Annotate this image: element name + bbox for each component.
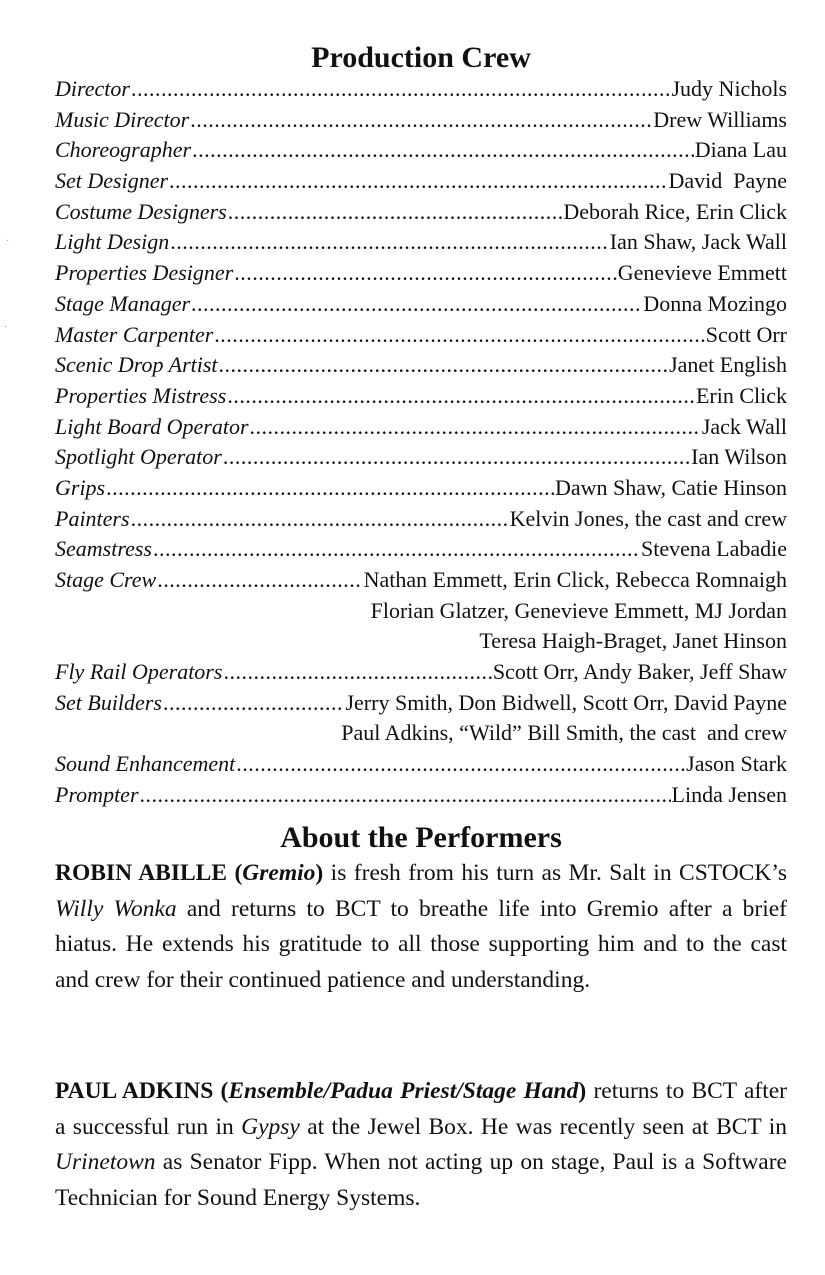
performer-role: Gremio — [242, 860, 316, 886]
show-title: Urinetown — [55, 1149, 156, 1176]
crew-row-master-carpenter — [55, 320, 787, 351]
show-title: Gypsy — [241, 1113, 300, 1140]
crew-role: Light Board Operator — [55, 413, 249, 439]
crew-role: Properties Mistress — [55, 382, 227, 408]
crew-name: David Payne — [668, 168, 787, 194]
crew-row-grips — [55, 473, 787, 504]
crew-name: Scott Orr, Andy Baker, Jeff Shaw — [492, 659, 787, 685]
bio-text: returns to BCT after a successful run in — [55, 1078, 787, 1140]
crew-row-light-design — [55, 227, 787, 258]
bio-text: is fresh from his turn as Mr. Salt in CSTOCK’s — [323, 860, 787, 886]
crew-row-painters — [55, 504, 787, 535]
leader-dots — [157, 565, 362, 596]
crew-row-choreographer — [55, 135, 787, 166]
crew-name: Janet English — [669, 352, 787, 378]
leader-dots — [140, 780, 671, 811]
leader-dots — [223, 657, 491, 688]
crew-name: Stevena Labadie — [641, 536, 787, 562]
leader-dots — [228, 197, 563, 228]
crew-name: Deborah Rice, Erin Click — [563, 198, 787, 224]
leader-dots — [250, 412, 701, 443]
paren: ) — [315, 860, 324, 886]
crew-row-costume-designers — [55, 197, 787, 228]
crew-row-music-director — [55, 105, 787, 136]
crew-name-continued: Florian Glatzer, Genevieve Emmett, MJ Jordan — [370, 597, 787, 623]
leader-dots — [153, 534, 640, 565]
crew-name: Jerry Smith, Don Bidwell, Scott Orr, David Payne — [345, 689, 787, 715]
crew-role: Seamstress — [55, 536, 152, 562]
crew-row-light-board-operator — [55, 412, 787, 443]
crew-role: Costume Designers — [55, 198, 227, 224]
show-title: Willy Wonka — [55, 895, 177, 922]
scan-speck: · — [4, 322, 8, 333]
bio-text: as Senator Fipp. When not acting up on stage, Paul is a Software Technician for Sound Energy Systems. — [55, 1149, 787, 1212]
leader-dots — [192, 135, 694, 166]
crew-name: Ian Shaw, Jack Wall — [609, 229, 787, 255]
crew-name: Kelvin Jones, the cast and crew — [509, 505, 787, 531]
leader-dots — [169, 166, 667, 197]
crew-row-prompter — [55, 780, 787, 811]
crew-row-stage-manager — [55, 289, 787, 320]
crew-name: Ian Wilson — [691, 444, 787, 470]
crew-role: Choreographer — [55, 137, 192, 163]
performer-name — [55, 1078, 586, 1104]
leader-dots — [227, 381, 695, 412]
crew-name: Diana Lau — [694, 137, 787, 163]
leader-dots — [236, 749, 685, 780]
crew-name: Dawn Shaw, Catie Hinson — [555, 474, 787, 500]
crew-row-set-designer — [55, 166, 787, 197]
crew-name: Genevieve Emmett — [617, 260, 787, 286]
leader-dots — [214, 320, 704, 351]
crew-name: Jason Stark — [686, 751, 787, 777]
leader-dots — [170, 227, 608, 258]
crew-name: Judy Nichols — [671, 76, 787, 101]
leader-dots — [223, 442, 690, 473]
performer-name-text: PAUL ADKINS ( — [55, 1078, 229, 1104]
crew-name: Donna Mozingo — [643, 290, 787, 316]
leader-dots — [234, 258, 617, 289]
crew-role: Grips — [55, 474, 106, 500]
crew-role: Sound Enhancement — [55, 751, 236, 777]
crew-row-properties-mistress — [55, 381, 787, 412]
crew-row-sound-enhancement — [55, 749, 787, 780]
leader-dots — [163, 688, 345, 719]
production-crew-heading: Production Crew — [311, 41, 531, 74]
crew-role: Director — [55, 76, 130, 101]
performer-role: Ensemble/Padua Priest/Stage Hand — [228, 1078, 579, 1104]
leader-dots — [131, 504, 509, 535]
crew-role: Set Builders — [55, 689, 162, 715]
crew-list — [55, 74, 787, 811]
scan-speck: · — [6, 236, 10, 247]
crew-role: Prompter — [55, 781, 139, 807]
crew-role: Scenic Drop Artist — [55, 352, 218, 378]
performer-name — [55, 860, 323, 886]
leader-dots — [191, 289, 642, 320]
crew-name: Nathan Emmett, Erin Click, Rebecca Romnaigh — [363, 567, 787, 592]
crew-role: Properties Designer — [55, 260, 234, 286]
crew-name: Linda Jensen — [671, 781, 787, 807]
crew-row-set-builders — [55, 688, 787, 719]
leader-dots — [131, 74, 671, 105]
crew-name: Scott Orr — [705, 321, 787, 347]
crew-role: Light Design — [55, 229, 170, 255]
crew-name-continued: Teresa Haigh-Braget, Janet Hinson — [479, 628, 787, 654]
crew-name-continued: Paul Adkins, “Wild” Bill Smith, the cast and crew — [341, 720, 787, 746]
crew-role: Stage Crew — [55, 567, 157, 592]
crew-role: Master Carpenter — [55, 321, 214, 347]
crew-role: Music Director — [55, 106, 190, 132]
leader-dots — [106, 473, 554, 504]
crew-name: Erin Click — [695, 382, 787, 408]
crew-row-spotlight-operator — [55, 442, 787, 473]
crew-role: Set Designer — [55, 168, 169, 194]
crew-role: Painters — [55, 505, 130, 531]
crew-name: Jack Wall — [701, 413, 787, 439]
about-performers-heading: About the Performers — [280, 821, 562, 854]
bio-text: at the Jewel Box. He was recently seen at BCT in — [299, 1113, 787, 1140]
crew-name: Drew Williams — [653, 106, 787, 132]
crew-role: Spotlight Operator — [55, 444, 222, 470]
crew-row-director — [55, 74, 787, 105]
crew-row-seamstress — [55, 534, 787, 565]
crew-row-scenic-drop-artist — [55, 350, 787, 381]
crew-role: Stage Manager — [55, 290, 191, 316]
performer-bio-robin — [55, 856, 787, 999]
performer-name-text: ROBIN ABILLE ( — [55, 860, 243, 886]
crew-row-properties-designer — [55, 258, 787, 289]
crew-role: Fly Rail Operators — [55, 659, 223, 685]
performer-bio-paul — [55, 1074, 787, 1217]
paren: ) — [578, 1078, 587, 1104]
bio-text: and returns to BCT to breathe life into Gremio after a brief hiatus. He extends his gratitude to all those supporting him and to the cast and crew for their continued patience and understanding. — [55, 895, 787, 994]
crew-row-fly-rail-operators — [55, 657, 787, 688]
crew-row-stage-crew — [55, 565, 787, 596]
leader-dots — [190, 105, 652, 136]
leader-dots — [219, 350, 669, 381]
